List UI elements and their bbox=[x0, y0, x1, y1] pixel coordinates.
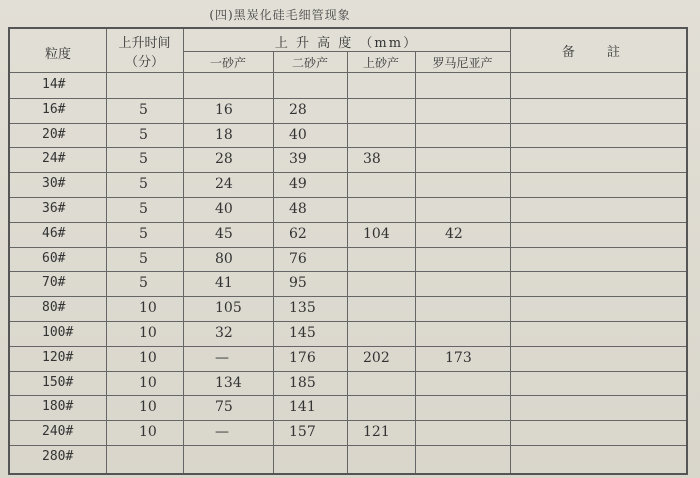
cell-source-2: 185 bbox=[289, 374, 316, 391]
cell-source-3: 38 bbox=[363, 151, 381, 168]
cell-source-2: 95 bbox=[289, 275, 307, 292]
row-rule bbox=[10, 123, 686, 124]
table-divider bbox=[183, 29, 184, 473]
cell-grade: 60# bbox=[42, 250, 66, 266]
cell-grade: 36# bbox=[42, 201, 66, 216]
cell-source-2: 49 bbox=[289, 176, 307, 193]
cell-source-1: — bbox=[215, 424, 229, 441]
cell-grade: 120# bbox=[42, 349, 74, 365]
table-rule bbox=[10, 72, 686, 73]
table-divider bbox=[347, 51, 348, 473]
cell-source-2: 135 bbox=[289, 300, 316, 317]
header-note: 备 註 bbox=[561, 45, 635, 60]
cell-source-4: 173 bbox=[445, 349, 472, 366]
row-rule bbox=[10, 247, 686, 248]
header-source-3: 上砂产 bbox=[362, 56, 399, 70]
row-rule bbox=[10, 98, 686, 99]
cell-grade: 24# bbox=[42, 151, 66, 167]
cell-grade: 16# bbox=[42, 101, 66, 117]
cell-grade: 46# bbox=[42, 225, 66, 241]
row-rule bbox=[10, 271, 686, 272]
cell-grade: 70# bbox=[42, 275, 66, 291]
row-rule bbox=[10, 420, 686, 421]
row-rule bbox=[10, 371, 686, 372]
header-height: 上 升 高 度 （mm） bbox=[274, 36, 419, 51]
cell-source-2: 145 bbox=[289, 325, 316, 341]
cell-grade: 80# bbox=[42, 300, 66, 316]
table-divider bbox=[273, 51, 274, 473]
table-divider bbox=[510, 29, 511, 473]
cell-time: 10 bbox=[139, 399, 157, 416]
cell-source-2: 157 bbox=[289, 424, 316, 441]
row-rule bbox=[10, 395, 686, 396]
cell-time: 5 bbox=[139, 250, 148, 267]
row-rule bbox=[10, 321, 686, 322]
row-rule bbox=[10, 172, 686, 173]
cell-source-1: 75 bbox=[215, 399, 233, 416]
cell-time: 10 bbox=[139, 300, 157, 317]
cell-source-1: — bbox=[215, 349, 229, 366]
row-rule bbox=[10, 197, 686, 198]
cell-source-2: 176 bbox=[289, 349, 316, 366]
header-grade: 粒度 bbox=[44, 47, 71, 62]
header-time: 上升时间 bbox=[118, 36, 171, 51]
cell-time: 10 bbox=[139, 349, 157, 366]
cell-source-1: 80 bbox=[215, 250, 233, 267]
row-rule bbox=[10, 147, 686, 148]
cell-source-1: 32 bbox=[215, 325, 233, 341]
header-source-2: 二砂产 bbox=[291, 56, 328, 70]
page-title: (四)黑炭化硅毛细管现象 bbox=[209, 8, 351, 22]
cell-source-2: 141 bbox=[289, 399, 316, 416]
cell-time: 5 bbox=[139, 151, 148, 168]
row-rule bbox=[10, 296, 686, 297]
header-time-unit: （分） bbox=[124, 55, 164, 70]
cell-source-3: 104 bbox=[363, 225, 390, 242]
row-rule bbox=[10, 445, 686, 446]
cell-source-2: 62 bbox=[289, 225, 307, 242]
cell-source-3: 121 bbox=[363, 424, 390, 441]
row-rule bbox=[10, 346, 686, 347]
cell-source-2: 76 bbox=[289, 250, 307, 267]
cell-time: 10 bbox=[139, 325, 157, 341]
row-rule bbox=[10, 222, 686, 223]
cell-source-1: 45 bbox=[215, 225, 233, 242]
cell-source-4: 42 bbox=[445, 225, 463, 242]
cell-source-1: 134 bbox=[215, 374, 242, 391]
cell-grade: 150# bbox=[42, 374, 74, 390]
cell-grade: 30# bbox=[42, 176, 66, 192]
cell-source-2: 39 bbox=[289, 151, 307, 168]
cell-source-2: 48 bbox=[289, 201, 307, 217]
cell-grade: 20# bbox=[42, 126, 66, 142]
cell-time: 5 bbox=[139, 201, 148, 217]
data-table bbox=[8, 27, 688, 475]
cell-time: 5 bbox=[139, 176, 148, 193]
cell-time: 5 bbox=[139, 275, 148, 292]
cell-source-1: 40 bbox=[215, 201, 233, 217]
table-rule bbox=[183, 51, 510, 52]
cell-grade: 240# bbox=[42, 424, 74, 440]
cell-time: 10 bbox=[139, 374, 157, 391]
cell-source-3: 202 bbox=[363, 349, 390, 366]
cell-source-2: 40 bbox=[289, 126, 307, 143]
cell-source-2: 28 bbox=[289, 101, 307, 118]
cell-grade: 14# bbox=[42, 77, 66, 92]
cell-source-1: 41 bbox=[215, 275, 233, 292]
cell-source-1: 24 bbox=[215, 176, 233, 193]
cell-time: 5 bbox=[139, 126, 148, 143]
cell-time: 5 bbox=[139, 225, 148, 242]
cell-source-1: 105 bbox=[215, 300, 242, 317]
cell-grade: 180# bbox=[42, 399, 74, 415]
cell-source-1: 18 bbox=[215, 126, 233, 143]
cell-time: 5 bbox=[139, 101, 148, 118]
table-divider bbox=[106, 29, 107, 473]
cell-grade: 280# bbox=[42, 449, 74, 464]
cell-source-1: 28 bbox=[215, 151, 233, 168]
header-source-4: 罗马尼亚产 bbox=[432, 56, 493, 70]
header-source-1: 一砂产 bbox=[209, 56, 246, 70]
cell-time: 10 bbox=[139, 424, 157, 441]
cell-source-1: 16 bbox=[215, 101, 233, 118]
cell-grade: 100# bbox=[42, 325, 74, 340]
table-divider bbox=[415, 51, 416, 473]
